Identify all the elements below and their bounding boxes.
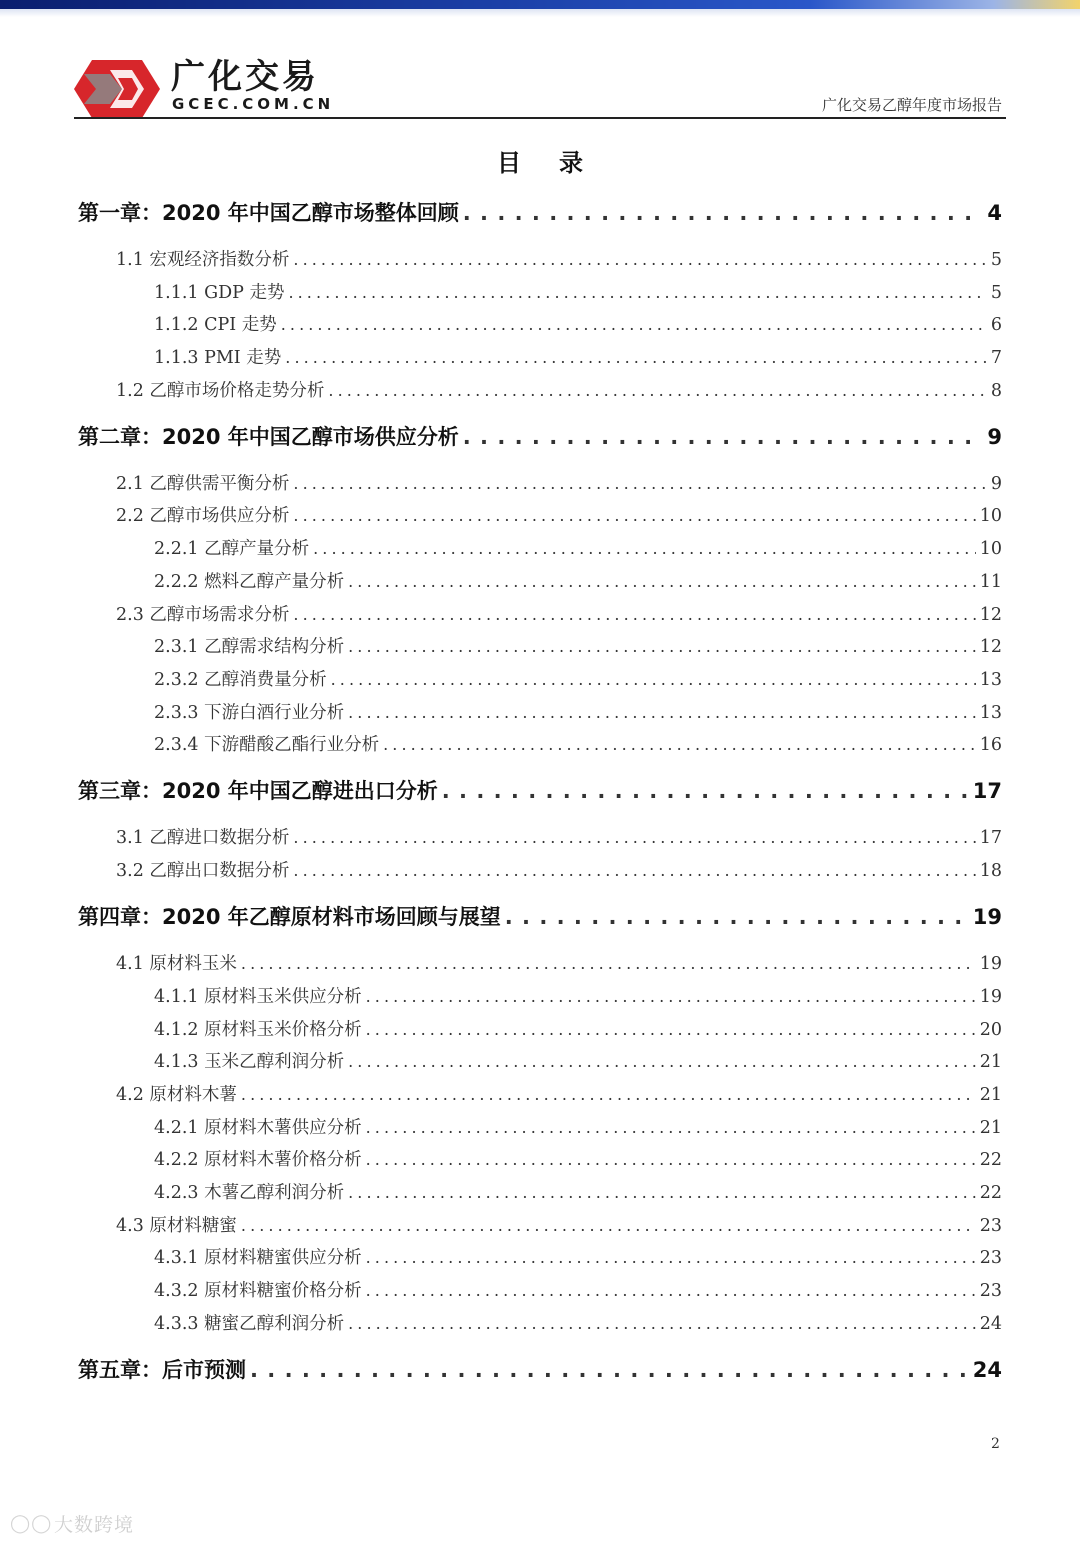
toc-entry-label: 2.2.2 燃料乙醇产量分析	[154, 572, 345, 592]
toc-entry-level-3[interactable]	[154, 1278, 1002, 1304]
toc-entry-level-2[interactable]	[116, 1213, 1002, 1239]
toc-entry-label: 第五章：后市预测	[78, 1358, 246, 1382]
toc-entry-level-3[interactable]	[154, 569, 1002, 595]
toc-entry-label: 2.2.1 乙醇产量分析	[154, 539, 310, 559]
report-title: 广化交易乙醇年度市场报告	[821, 96, 1002, 114]
toc-entry-level-3[interactable]	[154, 312, 1002, 338]
toc-entry-page: 11	[979, 572, 1002, 592]
toc-entry-label: 2.3.2 乙醇消费量分析	[154, 670, 327, 690]
toc-entry-page: 23	[979, 1281, 1002, 1301]
toc-leader-dots	[366, 1017, 976, 1043]
watermark-text: 大数跨境	[54, 1514, 135, 1536]
toc-leader-dots	[293, 247, 986, 273]
toc-entry-page: 12	[979, 637, 1002, 657]
toc-entry-label: 4.1 原材料玉米	[116, 954, 237, 974]
toc-entry-label: 4.2.1 原材料木薯供应分析	[154, 1118, 362, 1138]
toc-entry-page: 19	[979, 954, 1002, 974]
toc-leader-dots	[328, 378, 986, 404]
toc-entry-level-3[interactable]	[154, 700, 1002, 726]
toc-entry-level-3[interactable]	[154, 634, 1002, 660]
toc-entry-page: 13	[979, 703, 1002, 723]
toc-entry-level-2[interactable]	[116, 503, 1002, 529]
toc-leader-dots	[348, 1311, 976, 1337]
toc-entry-label: 4.3 原材料糖蜜	[116, 1216, 237, 1236]
toc-leader-dots	[442, 776, 969, 806]
toc-entry-label: 4.3.3 糖蜜乙醇利润分析	[154, 1314, 345, 1334]
brand-name: 广化交易	[171, 57, 319, 97]
toc-entry-page: 23	[979, 1216, 1002, 1236]
toc-leader-dots	[281, 312, 987, 338]
toc-entry-level-3[interactable]	[154, 1017, 1002, 1043]
toc-entry-level-3[interactable]	[154, 1049, 1002, 1075]
toc-leader-dots	[293, 503, 975, 529]
toc-entry-page: 13	[979, 670, 1002, 690]
toc-entry-level-3[interactable]	[154, 280, 1002, 306]
toc-entry-label: 1.1.3 PMI 走势	[154, 348, 282, 368]
toc-entry-label: 4.2 原材料木薯	[116, 1085, 237, 1105]
toc-leader-dots	[505, 902, 969, 932]
toc-entry-page: 5	[990, 250, 1002, 270]
toc-entry-label: 3.2 乙醇出口数据分析	[116, 861, 290, 881]
toc-leader-dots	[348, 1049, 976, 1075]
toc-entry-label: 4.3.2 原材料糖蜜价格分析	[154, 1281, 362, 1301]
toc-entry-label: 2.1 乙醇供需平衡分析	[116, 474, 290, 494]
page-number: 2	[991, 1436, 1000, 1452]
toc-entry-page: 24	[979, 1314, 1002, 1334]
toc-leader-dots	[348, 634, 976, 660]
toc-entry-label: 2.2 乙醇市场供应分析	[116, 506, 290, 526]
toc-entry-level-3[interactable]	[154, 1245, 1002, 1271]
toc-entry-label: 1.2 乙醇市场价格走势分析	[116, 381, 325, 401]
toc-entry-page: 22	[979, 1150, 1002, 1170]
toc-entry-label: 1.1.2 CPI 走势	[154, 315, 277, 335]
toc-leader-dots	[241, 1082, 976, 1108]
toc-entry-label: 4.2.3 木薯乙醇利润分析	[154, 1183, 345, 1203]
toc-leader-dots	[348, 1180, 976, 1206]
brand-domain: GCEC.COM.CN	[172, 95, 335, 113]
toc-entry-level-3[interactable]	[154, 667, 1002, 693]
toc-entry-label: 4.2.2 原材料木薯价格分析	[154, 1150, 362, 1170]
toc-entry-level-2[interactable]	[116, 825, 1002, 851]
toc-entry-page: 23	[979, 1248, 1002, 1268]
toc-entry-label: 1.1.1 GDP 走势	[154, 283, 285, 303]
toc-leader-dots	[366, 1245, 976, 1271]
toc-entry-level-3[interactable]	[154, 345, 1002, 371]
toc-entry-label: 4.1.1 原材料玉米供应分析	[154, 987, 362, 1007]
toc-entry-page: 21	[979, 1118, 1002, 1138]
toc-entry-level-2[interactable]	[116, 1082, 1002, 1108]
toc-entry-page: 24	[972, 1358, 1002, 1382]
toc-leader-dots	[313, 536, 976, 562]
toc-leader-dots	[288, 280, 986, 306]
toc-entry-label: 第二章：2020 年中国乙醇市场供应分析	[78, 425, 459, 449]
toc-entry-page: 20	[979, 1020, 1002, 1040]
toc-leader-dots	[241, 951, 976, 977]
toc-entry-level-2[interactable]	[116, 858, 1002, 884]
toc-entry-level-1[interactable]	[78, 198, 1002, 228]
toc-leader-dots	[366, 984, 976, 1010]
toc-entry-label: 第三章：2020 年中国乙醇进出口分析	[78, 779, 438, 803]
toc-leader-dots	[285, 345, 987, 371]
toc-leader-dots	[348, 700, 976, 726]
toc-entry-level-2[interactable]	[116, 951, 1002, 977]
toc-entry-page: 6	[990, 315, 1002, 335]
toc-entry-level-2[interactable]	[116, 471, 1002, 497]
watermark	[10, 1510, 134, 1537]
toc-entry-level-3[interactable]	[154, 1311, 1002, 1337]
toc-entry-page: 9	[987, 425, 1002, 449]
toc-leader-dots	[293, 602, 975, 628]
toc-entry-page: 17	[979, 828, 1002, 848]
toc-leader-dots	[348, 569, 976, 595]
toc-entry-level-3[interactable]	[154, 1180, 1002, 1206]
toc-leader-dots	[366, 1147, 976, 1173]
toc-entry-page: 21	[979, 1085, 1002, 1105]
toc-entry-label: 第四章：2020 年乙醇原材料市场回顾与展望	[78, 905, 501, 929]
toc-leader-dots	[250, 1355, 969, 1385]
toc-entry-level-1[interactable]	[78, 902, 1002, 932]
toc-entry-page: 8	[990, 381, 1002, 401]
toc-entry-page: 5	[990, 283, 1002, 303]
toc-entry-page: 19	[972, 905, 1002, 929]
toc-entry-level-3[interactable]	[154, 1115, 1002, 1141]
toc-entry-label: 第一章：2020 年中国乙醇市场整体回顾	[78, 201, 459, 225]
toc-entry-page: 19	[979, 987, 1002, 1007]
toc-entry-level-1[interactable]	[78, 1355, 1002, 1385]
toc-entry-label: 2.3.4 下游醋酸乙酯行业分析	[154, 735, 380, 755]
toc-entry-label: 1.1 宏观经济指数分析	[116, 250, 290, 270]
toc-entry-page: 7	[990, 348, 1002, 368]
toc-leader-dots	[293, 858, 975, 884]
watermark-logo-icon: ◯◯	[10, 1512, 53, 1534]
toc-leader-dots	[463, 422, 984, 452]
toc-entry-level-2[interactable]	[116, 247, 1002, 273]
toc-entry-level-1[interactable]	[78, 776, 1002, 806]
toc-leader-dots	[241, 1213, 976, 1239]
toc-entry-page: 18	[979, 861, 1002, 881]
toc-entry-level-3[interactable]	[154, 732, 1002, 758]
toc-entry-page: 9	[990, 474, 1002, 494]
toc-leader-dots	[463, 198, 984, 228]
toc-entry-label: 2.3 乙醇市场需求分析	[116, 605, 290, 625]
toc-entry-label: 4.1.3 玉米乙醇利润分析	[154, 1052, 345, 1072]
toc-leader-dots	[293, 471, 986, 497]
toc-entry-page: 17	[972, 779, 1002, 803]
toc-entry-page: 22	[979, 1183, 1002, 1203]
toc-entry-page: 16	[979, 735, 1002, 755]
toc-entry-page: 21	[979, 1052, 1002, 1072]
toc-leader-dots	[383, 732, 976, 758]
toc-leader-dots	[366, 1115, 976, 1141]
toc-entry-level-3[interactable]	[154, 536, 1002, 562]
toc-entry-label: 2.3.1 乙醇需求结构分析	[154, 637, 345, 657]
toc-leader-dots	[331, 667, 976, 693]
toc-entry-label: 4.1.2 原材料玉米价格分析	[154, 1020, 362, 1040]
toc-entry-page: 12	[979, 605, 1002, 625]
toc-leader-dots	[366, 1278, 976, 1304]
toc-title: 目录	[497, 149, 621, 177]
toc-entry-page: 10	[979, 539, 1002, 559]
toc-entry-label: 2.3.3 下游白酒行业分析	[154, 703, 345, 723]
toc-entry-level-2[interactable]	[116, 378, 1002, 404]
toc-entry-level-1[interactable]	[78, 422, 1002, 452]
toc-entry-level-3[interactable]	[154, 1147, 1002, 1173]
toc-entry-label: 3.1 乙醇进口数据分析	[116, 828, 290, 848]
toc-entry-page: 4	[987, 201, 1002, 225]
toc-entry-label: 4.3.1 原材料糖蜜供应分析	[154, 1248, 362, 1268]
toc-entry-page: 10	[979, 506, 1002, 526]
toc-entry-level-3[interactable]	[154, 984, 1002, 1010]
toc-leader-dots	[293, 825, 975, 851]
toc-entry-level-2[interactable]	[116, 602, 1002, 628]
